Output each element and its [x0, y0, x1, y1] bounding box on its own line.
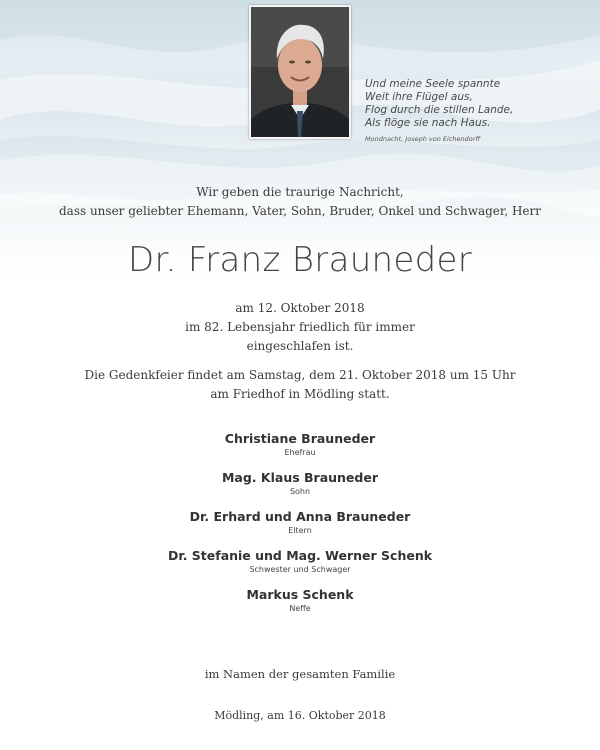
portrait-photo — [249, 5, 351, 139]
poem-line: Als flöge sie nach Haus. — [365, 117, 491, 129]
funeral-line: am Friedhof in Mödling statt. — [210, 387, 390, 401]
mourner-entry — [0, 547, 600, 575]
death-line: im 82. Lebensjahr friedlich für immer — [185, 320, 415, 334]
poem-quote — [365, 78, 565, 146]
mourner-name: Dr. Erhard und Anna Brauneder — [189, 509, 411, 524]
deceased-name: Dr. Franz Brauneder — [127, 240, 473, 280]
mourner-name: Mag. Klaus Brauneder — [221, 470, 378, 485]
mourner-entry — [0, 469, 600, 497]
poem-source: Mondnacht, Joseph von Eichendorff — [365, 135, 481, 143]
announcement-intro — [0, 183, 600, 221]
mourner-relation: Sohn — [289, 487, 311, 496]
mourner-entry — [0, 508, 600, 536]
funeral-line: Die Gedenkfeier findet am Samstag, dem 21. Oktober 2018 um 15 Uhr — [84, 368, 516, 382]
death-line: eingeschlafen ist. — [246, 339, 354, 353]
intro-line: dass unser geliebter Ehemann, Vater, Sohn, Bruder, Onkel und Schwager, Herr — [58, 204, 541, 218]
poem-line: Und meine Seele spannte — [365, 78, 501, 90]
mourner-name: Christiane Brauneder — [224, 431, 376, 446]
poem-line: Weit ihre Flügel aus, — [365, 91, 473, 103]
mourner-entry — [0, 586, 600, 614]
mourner-name: Markus Schenk — [246, 587, 354, 602]
mourner-relation: Ehefrau — [284, 448, 316, 457]
intro-line: Wir geben die traurige Nachricht, — [196, 185, 404, 199]
place-date-footer: Mödling, am 16. Oktober 2018 — [214, 709, 386, 722]
mourners-list — [0, 430, 600, 625]
mourner-relation: Schwester und Schwager — [249, 565, 351, 574]
death-notice — [0, 299, 600, 356]
funeral-info — [0, 366, 600, 404]
death-line: am 12. Oktober 2018 — [235, 301, 365, 315]
mourner-entry — [0, 430, 600, 458]
mourner-relation: Eltern — [288, 526, 312, 535]
family-signature: im Namen der gesamten Familie — [204, 667, 396, 681]
poem-line: Flog durch die stillen Lande, — [365, 104, 514, 116]
mourner-name: Dr. Stefanie und Mag. Werner Schenk — [167, 548, 433, 563]
mourner-relation: Neffe — [289, 604, 311, 613]
